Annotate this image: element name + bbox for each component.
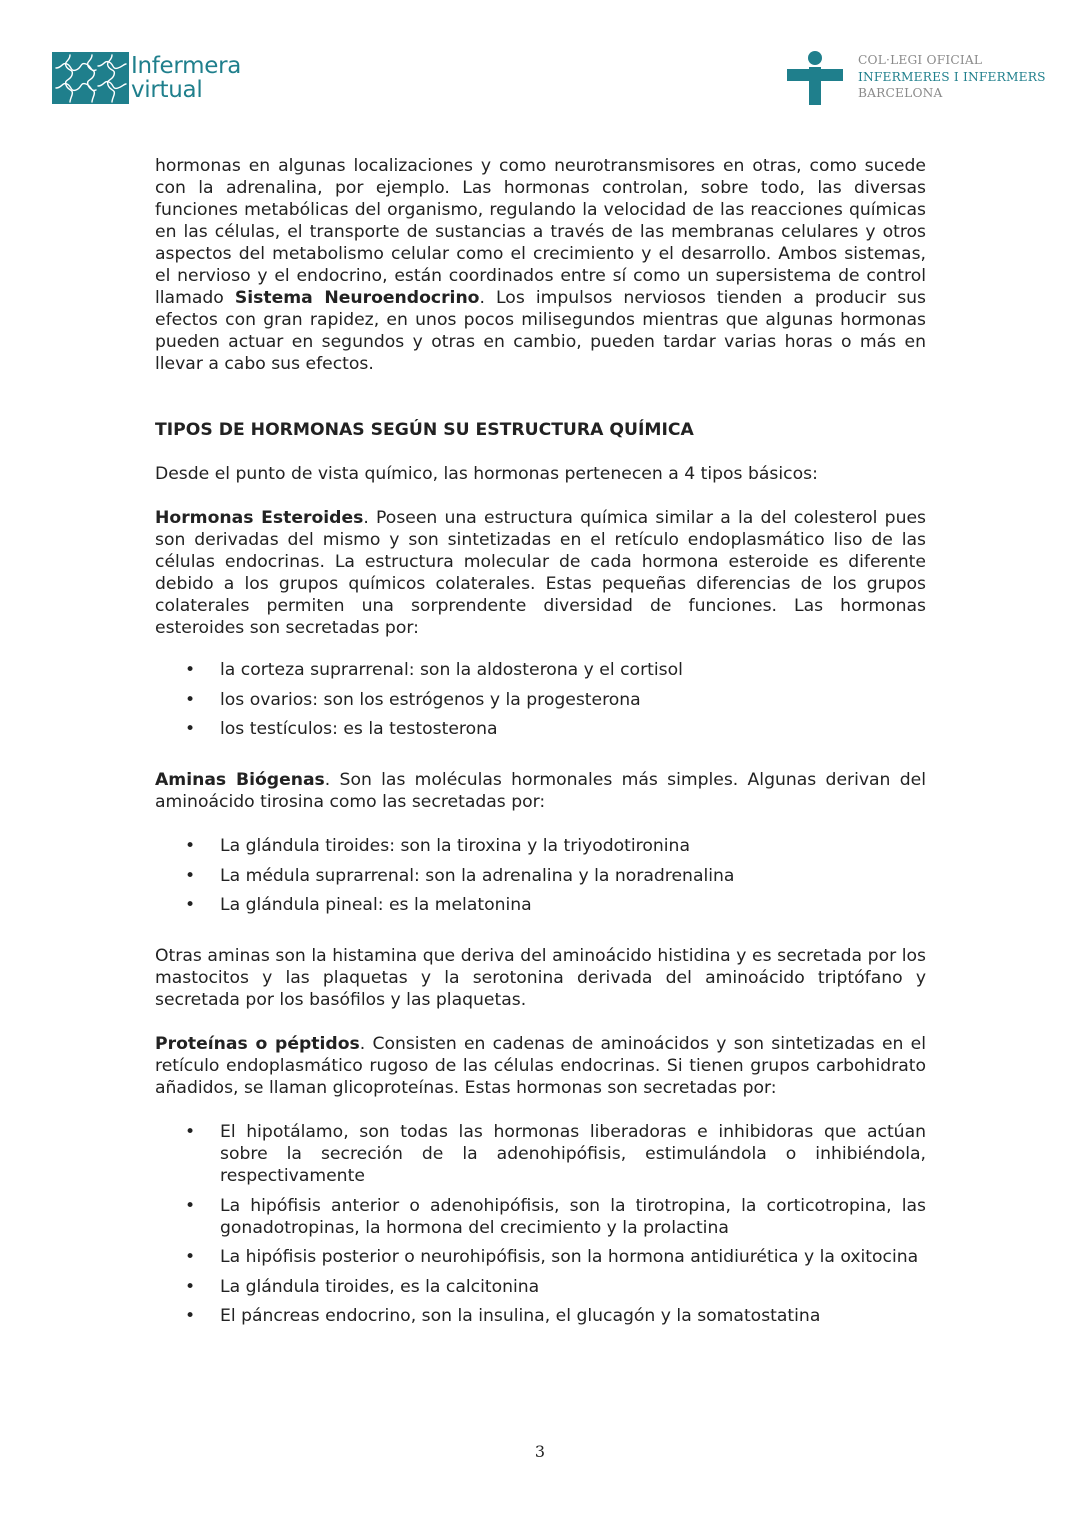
intro-text-2: . Los impulsos nerviosos tienden a producir sus efectos con gran rapidez, en unos pocos milisegundos mientras que algunas hormonas pueden actuar en segundos y otras en cambio, pueden tardar varias horas o más en llevar a cabo sus efectos. xyxy=(155,288,927,374)
bullet-icon: • xyxy=(185,1247,196,1267)
list-item-text: La glándula tiroides: son la tiroxina y la triyodotironina xyxy=(220,836,690,856)
proteins-list xyxy=(155,1121,926,1327)
bullet-icon: • xyxy=(185,1195,196,1216)
list-item-text: los testículos: es la testosterona xyxy=(220,719,498,739)
infermera-virtual-logo xyxy=(52,52,241,104)
bullet-icon: • xyxy=(185,719,196,739)
other-amines-paragraph: Otras aminas son la histamina que deriva del aminoácido histidina y es secretada por los mastocitos y las plaquetas y la serotonina derivada del aminoácido triptófano y secretada por los basófilos y las plaquetas. xyxy=(155,946,926,1010)
amines-paragraph xyxy=(155,769,926,813)
list-item-text: La glándula tiroides, es la calcitonina xyxy=(220,1276,540,1297)
page-number: 3 xyxy=(534,1442,546,1461)
bullet-icon: • xyxy=(185,1276,196,1297)
list-item xyxy=(155,894,926,916)
logo-wordmark xyxy=(131,54,241,102)
list-item xyxy=(155,1246,926,1268)
list-item-text: El hipotálamo, son todas las hormonas liberadoras e inhibidoras que actúan sobre la secreción de la adenohipófisis, estimulándola o inhibiéndola, respectivamente xyxy=(220,1122,926,1186)
bullet-icon: • xyxy=(185,836,196,856)
coib-logo xyxy=(787,51,1046,105)
bullet-icon: • xyxy=(185,1306,196,1326)
list-item-text: La hipófisis posterior o neurohipófisis, son la hormona antidiurética y la oxitocina xyxy=(220,1247,919,1267)
logo-line-1: Infermera xyxy=(131,53,242,79)
proteins-paragraph xyxy=(155,1033,926,1099)
bullet-icon: • xyxy=(185,660,196,680)
intro-text-1: hormonas en algunas localizaciones y como neurotransmisores en otras, como sucede con la adrenalina, por ejemplo. Las hormonas controlan, sobre todo, las diversas funciones metabólicas del organismo, regulando la velocidad de las reacciones químicas en las células, el transporte de sustancias a través de las membranas celulares y otros aspectos del metabolismo celular como el crecimiento y el desarrollo. Ambos sistemas, el nervioso y el endocrino, están coordinados entre sí como un supersistema de control llamado xyxy=(155,156,926,308)
coib-line-1: COL·LEGI OFICIAL xyxy=(858,53,983,67)
intro-bold-term: Sistema Neuroendocrino xyxy=(234,288,480,308)
list-item xyxy=(155,835,926,857)
coib-line-3: BARCELONA xyxy=(858,86,943,101)
intro-paragraph xyxy=(155,155,926,375)
steroids-paragraph xyxy=(155,507,926,639)
steroids-text: . Poseen una estructura química similar a la del colesterol pues son derivadas del mismo y son sintetizadas en el retículo endoplasmático liso de las células endocrinas. La estructura molecular de cada hormona esteroide es diferente debido a los grupos químicos colaterales. Estas pequeñas diferencias de los grupos colaterales permiten una sorprendente diversidad de funciones. Las hormonas esteroides son secretadas por: xyxy=(155,508,926,638)
list-item xyxy=(155,1305,926,1327)
proteins-title: Proteínas o péptidos xyxy=(155,1034,360,1054)
list-item-text: los ovarios: son los estrógenos y la progesterona xyxy=(220,689,641,710)
list-item xyxy=(155,718,926,740)
bullet-icon: • xyxy=(185,895,196,915)
coib-wordmark xyxy=(858,52,1046,102)
bullet-icon: • xyxy=(185,689,196,710)
section-heading: TIPOS DE HORMONAS SEGÚN SU ESTRUCTURA QUÍMICA xyxy=(155,420,694,440)
list-item-text: la corteza suprarrenal: son la aldosterona y el cortisol xyxy=(220,660,683,680)
steroids-list xyxy=(155,659,926,740)
list-item xyxy=(155,659,926,681)
amines-text: . Son las moléculas hormonales más simples. Algunas derivan del aminoácido tirosina como las secretadas por: xyxy=(155,770,926,812)
list-item-text: La glándula pineal: es la melatonina xyxy=(220,895,532,915)
proteins-text: . Consisten en cadenas de aminoácidos y son sintetizadas en el retículo endoplasmático rugoso de las células endocrinas. Si tienen grupos carbohidrato añadidos, se llaman glicoproteínas. Estas hormonas son secretadas por: xyxy=(155,1034,926,1098)
list-item xyxy=(155,1195,926,1239)
page-header xyxy=(0,0,1080,130)
list-item xyxy=(155,689,926,711)
puzzle-icon xyxy=(52,52,129,104)
list-item-text: El páncreas endocrino, son la insulina, el glucagón y la somatostatina xyxy=(220,1306,821,1326)
list-item xyxy=(155,865,926,887)
bullet-icon: • xyxy=(185,865,196,886)
bullet-icon: • xyxy=(185,1122,196,1142)
list-item-text: La médula suprarrenal: son la adrenalina y la noradrenalina xyxy=(220,865,735,886)
list-item xyxy=(155,1121,926,1187)
list-item xyxy=(155,1276,926,1298)
list-item-text: La hipófisis anterior o adenohipófisis, son la tirotropina, la corticotropina, las gonadotropinas, la hormona del crecimiento y la prolactina xyxy=(220,1195,926,1238)
amines-list xyxy=(155,835,926,916)
logo-line-2: virtual xyxy=(131,77,203,103)
document-body xyxy=(155,155,926,1327)
amines-title: Aminas Biógenas xyxy=(155,770,325,790)
steroids-title: Hormonas Esteroides xyxy=(155,508,364,528)
cross-icon xyxy=(787,51,843,105)
section-lead: Desde el punto de vista químico, las hormonas pertenecen a 4 tipos básicos: xyxy=(155,464,818,484)
coib-line-2: INFERMERES I INFERMERS xyxy=(858,69,1046,84)
